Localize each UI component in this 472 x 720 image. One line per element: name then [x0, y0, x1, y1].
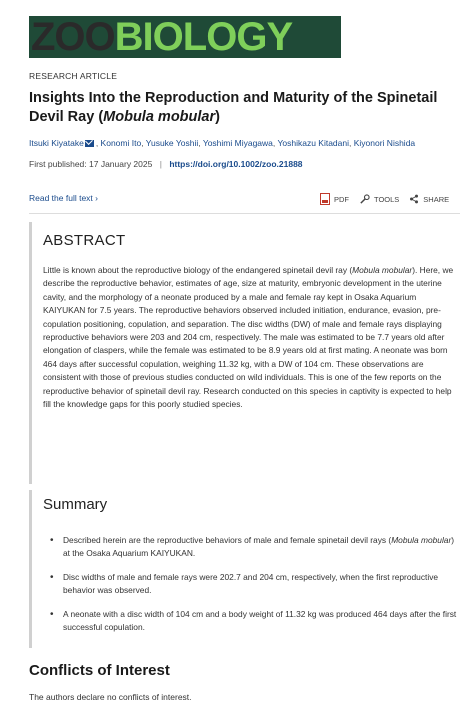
- pdf-icon: [320, 193, 330, 205]
- summary-item: • Disc widths of male and female rays were 202.7 and 204 cm, respectively, when the first reproductive behavior was observed.: [43, 571, 458, 598]
- logo-text-biology: BIOLOGY: [114, 16, 293, 58]
- abstract-heading: ABSTRACT: [43, 232, 126, 249]
- article-title: Insights Into the Reproduction and Maturity of the Spinetail Devil Ray (Mobula mobular): [29, 90, 438, 125]
- divider: [29, 213, 460, 214]
- read-full-text-link[interactable]: [29, 193, 98, 203]
- summary-heading: Summary: [43, 496, 108, 513]
- summary-list: [43, 534, 458, 644]
- email-icon[interactable]: [85, 140, 94, 147]
- author-link[interactable]: Kiyonori Nishida: [353, 138, 416, 148]
- tools-label: TOOLS: [374, 194, 400, 204]
- author-link[interactable]: Yoshikazu Kitadani: [277, 138, 349, 148]
- summary-item: • Described herein are the reproductive behaviors of male and female spinetail devil rays (Mobula mobular) at the Osaka Aquarium KAIYUKAN.: [43, 534, 458, 561]
- author-link[interactable]: Konomi Ito: [100, 138, 142, 148]
- first-published-date: 17 January 2025: [89, 159, 153, 169]
- doi-link[interactable]: https://doi.org/10.1002/zoo.21888: [169, 159, 303, 169]
- author-list: Itsuki Kiyatake , Konomi Ito, Yusuke Yoshii, Yoshimi Miyagawa, Yoshikazu Kitadani, Kiyonori Nishida: [29, 138, 416, 148]
- first-published-label: First published:: [29, 159, 87, 169]
- conflicts-text: The authors declare no conflicts of interest.: [29, 692, 192, 702]
- abstract-text: Little is known about the reproductive biology of the endangered spinetail devil ray (Mobula mobular). Here, we describe the reproductive behavior, estimates of age, size at maturity, embryonic development in the uterine cavity, and the morphology of a neonate produced by a male and female ray kept in Osaka Aquarium KAIYUKAN for 7.5 years. The reproductive behaviors observed included initiation, endurance, evasion, pre-copulation positioning, copulation, and separation. The disc widths (DW) of male and female rays displaying reproductive behaviors were 203 and 204 cm, respectively. The male was estimated to be 7.7 years old after elongation of claspers, while the female was estimated to be 8.9 years old at first mating. A neonate was born 464 days after successful copulation, weighing 11.32 kg, with a DW of 104 cm. These observations are consistent with those of previous studies conducted on wild individuals. This is one of the few reports on the reproductive behavior of spinetail devil ray. Research conducted on this species in captivity is expected to help fill the knowledge gaps for this poorly studied species.: [43, 265, 454, 410]
- read-full-text-label: Read the full text: [29, 193, 93, 203]
- author-link[interactable]: Yoshimi Miyagawa: [202, 138, 273, 148]
- logo-text-zoo: ZOO: [31, 16, 115, 58]
- pdf-button[interactable]: [320, 193, 349, 205]
- article-type: RESEARCH ARTICLE: [29, 71, 118, 81]
- conflicts-heading: Conflicts of Interest: [29, 662, 170, 679]
- journal-logo[interactable]: [29, 16, 341, 58]
- share-button[interactable]: [409, 194, 449, 204]
- summary-section: [29, 490, 463, 648]
- share-label: SHARE: [423, 194, 450, 204]
- author-link[interactable]: Itsuki Kiyatake: [29, 138, 84, 148]
- summary-item: • A neonate with a disc width of 104 cm and a body weight of 11.32 kg was produced 464 days after the first successful copulation.: [43, 608, 458, 635]
- author-link[interactable]: Yusuke Yoshii: [145, 138, 199, 148]
- abstract-section: [29, 222, 463, 484]
- tools-button[interactable]: [359, 194, 399, 205]
- pdf-label: PDF: [334, 194, 349, 204]
- publication-info: First published: 17 January 2025 | https://doi.org/10.1002/zoo.21888: [29, 159, 303, 169]
- wrench-icon: [359, 194, 370, 205]
- chevron-right-icon: ›: [95, 193, 99, 203]
- article-tools: [320, 193, 449, 205]
- share-icon: [409, 194, 419, 204]
